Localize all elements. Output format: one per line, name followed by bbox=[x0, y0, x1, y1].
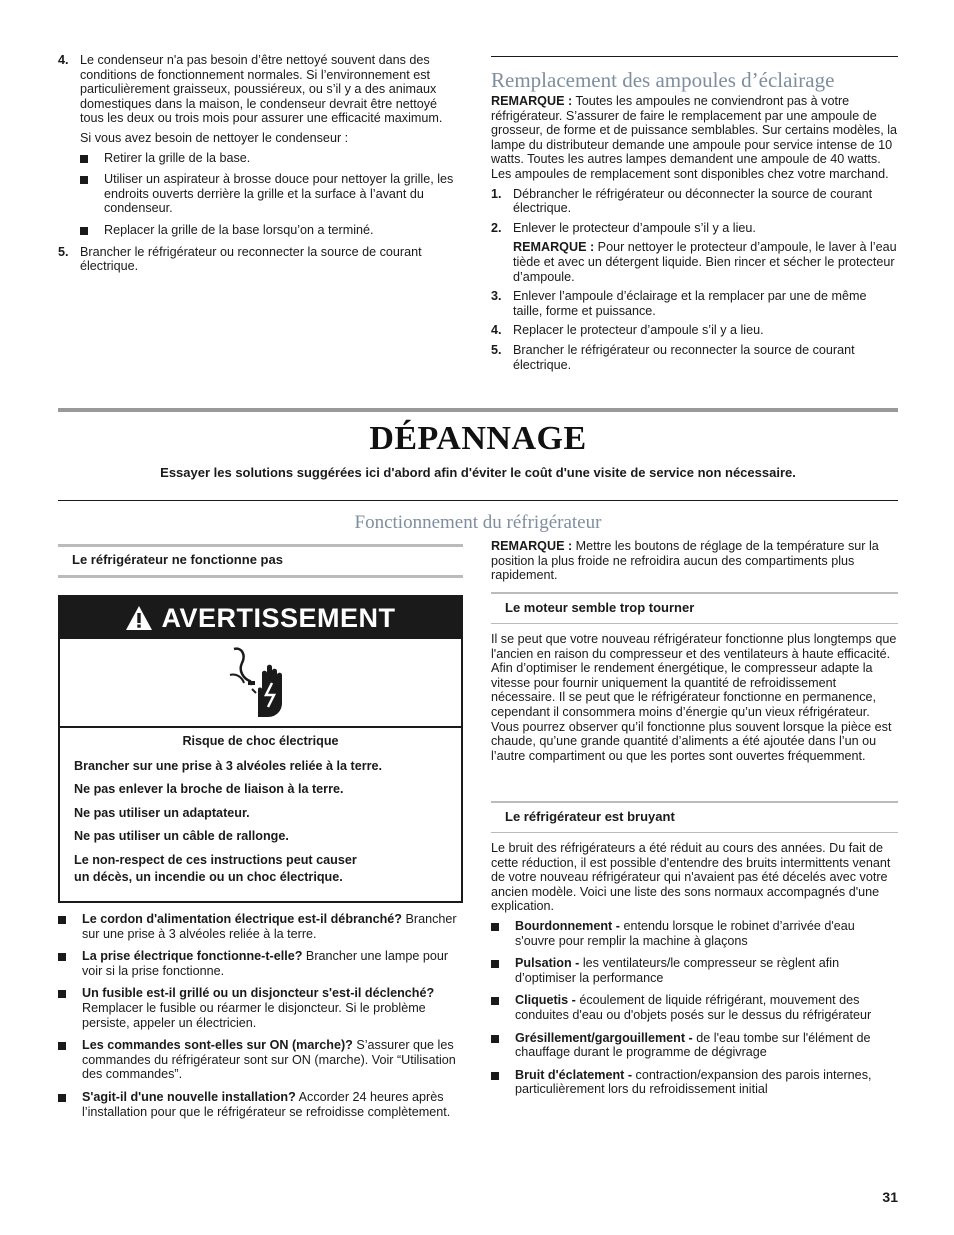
note bbox=[491, 539, 898, 583]
section-intro: Essayer les solutions suggérées ici d'abord afin d'éviter le coût d'une visite de service non nécessaire. bbox=[160, 465, 796, 480]
step-text: Brancher le réfrigérateur ou reconnecter la source de courant électrique. bbox=[513, 342, 855, 372]
sound-term: Grésillement/gargouillement - bbox=[515, 1030, 693, 1045]
check-question: Les commandes sont-elles sur ON (marche)? bbox=[82, 1038, 353, 1053]
noise-section bbox=[491, 841, 898, 1097]
step-number: 3. bbox=[491, 289, 502, 304]
list-item bbox=[491, 956, 898, 985]
sound-term: Bourdonnement - bbox=[515, 918, 620, 933]
check-answer: Accorder 24 heures après l’installation pour que le réfrigérateur se refroidisse complètement. bbox=[82, 1089, 451, 1119]
page-number: 31 bbox=[882, 1189, 898, 1205]
step-text: Enlever l’ampoule d’éclairage et la remplacer par une de même taille, forme et puissance. bbox=[513, 289, 867, 318]
check-text bbox=[82, 949, 462, 978]
warning-consequence: Le non-respect de ces instructions peut causer bbox=[74, 852, 357, 867]
subhead-rule-bottom bbox=[491, 623, 898, 624]
square-bullet-icon bbox=[58, 953, 66, 961]
sound-text bbox=[515, 1068, 898, 1097]
square-bullet-icon bbox=[58, 1094, 66, 1102]
sound-text bbox=[515, 956, 898, 985]
warning-box bbox=[58, 595, 463, 903]
step-number: 4. bbox=[491, 323, 502, 338]
sound-desc: les ventilateurs/le compresseur se règlent afin d’optimiser la performance bbox=[515, 956, 840, 985]
warning-instruction: Brancher sur une prise à 3 alvéoles reliée à la terre. bbox=[74, 758, 383, 773]
list-item bbox=[58, 986, 462, 1030]
note-text: Pour nettoyer le protecteur d’ampoule, le laver à l’eau tiède et avec un détergent liquide. Bien rincer et sécher le protecteur d’ampoule. bbox=[513, 240, 897, 284]
warning-title: AVERTISSEMENT bbox=[161, 603, 396, 633]
warning-consequence: un décès, un incendie ou un choc électrique. bbox=[74, 869, 343, 884]
square-bullet-icon bbox=[58, 990, 66, 998]
warning-content bbox=[60, 728, 461, 884]
square-bullet-icon bbox=[491, 997, 499, 1005]
sound-text bbox=[515, 993, 898, 1022]
item-subtext: Si vous avez besoin de nettoyer le condenseur : bbox=[80, 130, 349, 145]
right-bottom-column bbox=[491, 539, 898, 583]
check-text bbox=[82, 912, 462, 941]
check-answer: Remplacer le fusible ou réarmer le disjoncteur. Si le problème persiste, appeler un électricien. bbox=[82, 1000, 426, 1030]
sound-desc: contraction/expansion des parois internes, particulièrement lors du refroidissement initial bbox=[515, 1067, 872, 1097]
section-divider bbox=[58, 408, 898, 412]
square-bullet-icon bbox=[491, 1072, 499, 1080]
check-question: S'agit-il d'une nouvelle installation? bbox=[82, 1089, 296, 1104]
section-heading: Remplacement des ampoules d’éclairage bbox=[491, 68, 835, 92]
check-question: Le cordon d'alimentation électrique est-il débranché? bbox=[82, 912, 402, 926]
warning-pictogram-area bbox=[60, 639, 461, 728]
list-item bbox=[58, 245, 462, 274]
subhead-rule-bottom bbox=[58, 575, 463, 578]
problem-heading: Le réfrigérateur est bruyant bbox=[505, 809, 675, 824]
note-label: REMARQUE : bbox=[491, 94, 573, 108]
square-bullet-icon bbox=[491, 1035, 499, 1043]
note-text: Mettre les boutons de réglage de la température sur la position la plus froide ne refroidira aucun des compartiments plus rapidement. bbox=[491, 539, 879, 583]
step-number: 5. bbox=[491, 342, 502, 357]
list-item bbox=[491, 343, 898, 372]
checks-list bbox=[58, 912, 462, 1119]
note-label: REMARQUE : bbox=[491, 539, 573, 553]
step-note bbox=[513, 240, 898, 284]
subhead-rule-top bbox=[491, 592, 898, 594]
check-text bbox=[82, 986, 462, 1030]
sound-term: Bruit d'éclatement - bbox=[515, 1067, 633, 1082]
square-bullet-icon bbox=[80, 227, 88, 235]
square-bullet-icon bbox=[491, 923, 499, 931]
check-answer: S’assurer que les commandes du réfrigérateur sont sur ON (marche). Voir “Utilisation des commandes”. bbox=[82, 1038, 456, 1082]
sound-desc: écoulement de liquide réfrigérant, mouvement des conduites d'eau ou d'objets posés sur le dessus du réfrigérateur bbox=[515, 993, 872, 1022]
warning-risk: Risque de choc électrique bbox=[182, 734, 339, 748]
list-item bbox=[58, 53, 462, 238]
sound-desc: de l'eau tombe sur l'élément de chauffage durant le programme de dégivrage bbox=[515, 1030, 871, 1060]
check-answer: Brancher sur une prise à 3 alvéoles reliée à la terre. bbox=[82, 912, 457, 941]
list-item bbox=[58, 912, 462, 941]
sound-text bbox=[515, 1031, 898, 1060]
warning-header bbox=[60, 597, 461, 639]
subhead-rule-top bbox=[58, 544, 463, 547]
square-bullet-icon bbox=[491, 960, 499, 968]
check-question: La prise électrique fonctionne-t-elle? bbox=[82, 949, 303, 964]
check-text bbox=[82, 1038, 462, 1082]
note bbox=[491, 94, 898, 182]
note-label: REMARQUE : bbox=[513, 240, 595, 255]
bullet-text: Replacer la grille de la base lorsqu’on a terminé. bbox=[104, 222, 374, 237]
subhead-rule-bottom bbox=[491, 832, 898, 833]
item-text: Brancher le réfrigérateur ou reconnecter la source de courant électrique. bbox=[80, 244, 422, 274]
warning-triangle-icon bbox=[125, 605, 153, 631]
list-item bbox=[491, 1068, 898, 1097]
list-item bbox=[58, 1090, 462, 1119]
subhead-rule-top bbox=[491, 801, 898, 803]
step-number: 2. bbox=[491, 220, 502, 235]
warning-instruction: Ne pas utiliser un câble de rallonge. bbox=[74, 829, 289, 844]
list-item bbox=[491, 187, 898, 216]
list-item bbox=[491, 1031, 898, 1060]
step-number: 1. bbox=[491, 186, 502, 201]
square-bullet-icon bbox=[58, 1042, 66, 1050]
section-rule bbox=[58, 500, 898, 501]
paragraph: Le bruit des réfrigérateurs a été réduit au cours des années. Du fait de cette réduction, il est possible d'entendre des bruits intermittents venant de votre nouveau réfrigérateur qui n'avaient pas été décelés avec votre ancien modèle. Voici une liste des sons normaux accompagnés d'une explication. bbox=[491, 841, 891, 914]
step-text: Enlever le protecteur d’ampoule s’il y a lieu. bbox=[513, 220, 756, 235]
item-text: Le condenseur n'a pas besoin d’être nettoyé souvent dans des conditions de fonctionnement normales. Si l’environnement est particulièrement graisseux, poussiéreux, ou s’il y a des animaux domestiques dans la maison, le condenseur devrait être nettoyé tous les deux ou trois mois pour assurer une efficacité maximum. bbox=[80, 53, 443, 126]
warning-instruction: Ne pas enlever la broche de liaison à la terre. bbox=[74, 782, 344, 797]
list-item bbox=[491, 221, 898, 284]
warning-instruction: Ne pas utiliser un adaptateur. bbox=[74, 805, 250, 820]
list-item bbox=[58, 949, 462, 978]
problem-heading: Le moteur semble trop tourner bbox=[505, 600, 695, 615]
list-item bbox=[58, 1038, 462, 1082]
step-text: Débrancher le réfrigérateur ou déconnecter la source de courant électrique. bbox=[513, 186, 873, 216]
check-answer: Brancher une lampe pour voir si la prise fonctionne. bbox=[82, 949, 449, 978]
item-number: 5. bbox=[58, 244, 69, 259]
paragraph: Il se peut que votre nouveau réfrigérateur fonctionne plus longtemps que l'ancien en raison du compresseur et des ventilateurs à haute efficacité. Afin d’optimiser le rendement énergétique, le compresseur adapte la vitesse pour fournir uniquement la quantité de refroidissement nécessaire. Il se peut que le réfrigérateur fonctionne en permanence, cependant il consommera moins d’énergie qu’un vieux réfrigérateur. Vous pourrez observer qu’il fonctionne plus souvent lorsque la pièce est chaude, qu’une grande quantité d’aliments a été ajoutée dans l’un ou l’autre compartiment ou que les portes sont ouvertes fréquemment. bbox=[491, 632, 897, 763]
square-bullet-icon bbox=[80, 155, 88, 163]
sound-term: Cliquetis - bbox=[515, 993, 576, 1008]
section-rule bbox=[491, 56, 898, 57]
square-bullet-icon bbox=[80, 176, 88, 184]
square-bullet-icon bbox=[58, 916, 66, 924]
list-item bbox=[491, 993, 898, 1022]
list-item bbox=[80, 172, 462, 216]
sound-text bbox=[515, 919, 898, 948]
list-item bbox=[491, 919, 898, 948]
check-question: Un fusible est-il grillé ou un disjoncteur s'est-il déclenché? bbox=[82, 986, 435, 1001]
note-text: Toutes les ampoules ne conviendront pas à votre réfrigérateur. S’assurer de faire le remplacement par une ampoule de grosseur, de forme et de puissance semblables. Sur certains modèles, la lampe du distributeur demande une ampoule pour service intense de 10 watts. Toutes les autres lampes demandent une ampoule de 40 watts. Les ampoules de remplacement sont disponibles chez votre marchand. bbox=[491, 94, 898, 181]
page-section-title: DÉPANNAGE bbox=[369, 420, 587, 457]
bullet-text: Utiliser un aspirateur à brosse douce pour nettoyer la grille, les endroits ouverts derrière la grille et la surface à l’avant du condenseur. bbox=[104, 172, 454, 216]
list-item bbox=[80, 223, 462, 238]
electric-shock-hand-icon bbox=[228, 645, 294, 721]
item-number: 4. bbox=[58, 53, 69, 67]
step-text: Replacer le protecteur d’ampoule s’il y a lieu. bbox=[513, 323, 764, 338]
left-top-column bbox=[58, 53, 462, 274]
list-item bbox=[491, 289, 898, 318]
check-text bbox=[82, 1090, 462, 1119]
problem-heading: Le réfrigérateur ne fonctionne pas bbox=[72, 552, 283, 567]
right-top-column bbox=[491, 67, 898, 372]
list-item bbox=[491, 323, 898, 338]
subsection-heading: Fonctionnement du réfrigérateur bbox=[354, 512, 602, 533]
sound-desc: entendu lorsque le robinet d’arrivée d'eau s'ouvre pour remplir la machine à glaçons bbox=[515, 918, 855, 948]
list-item bbox=[80, 151, 462, 166]
sound-term: Pulsation - bbox=[515, 956, 580, 971]
bullet-text: Retirer la grille de la base. bbox=[104, 150, 251, 165]
